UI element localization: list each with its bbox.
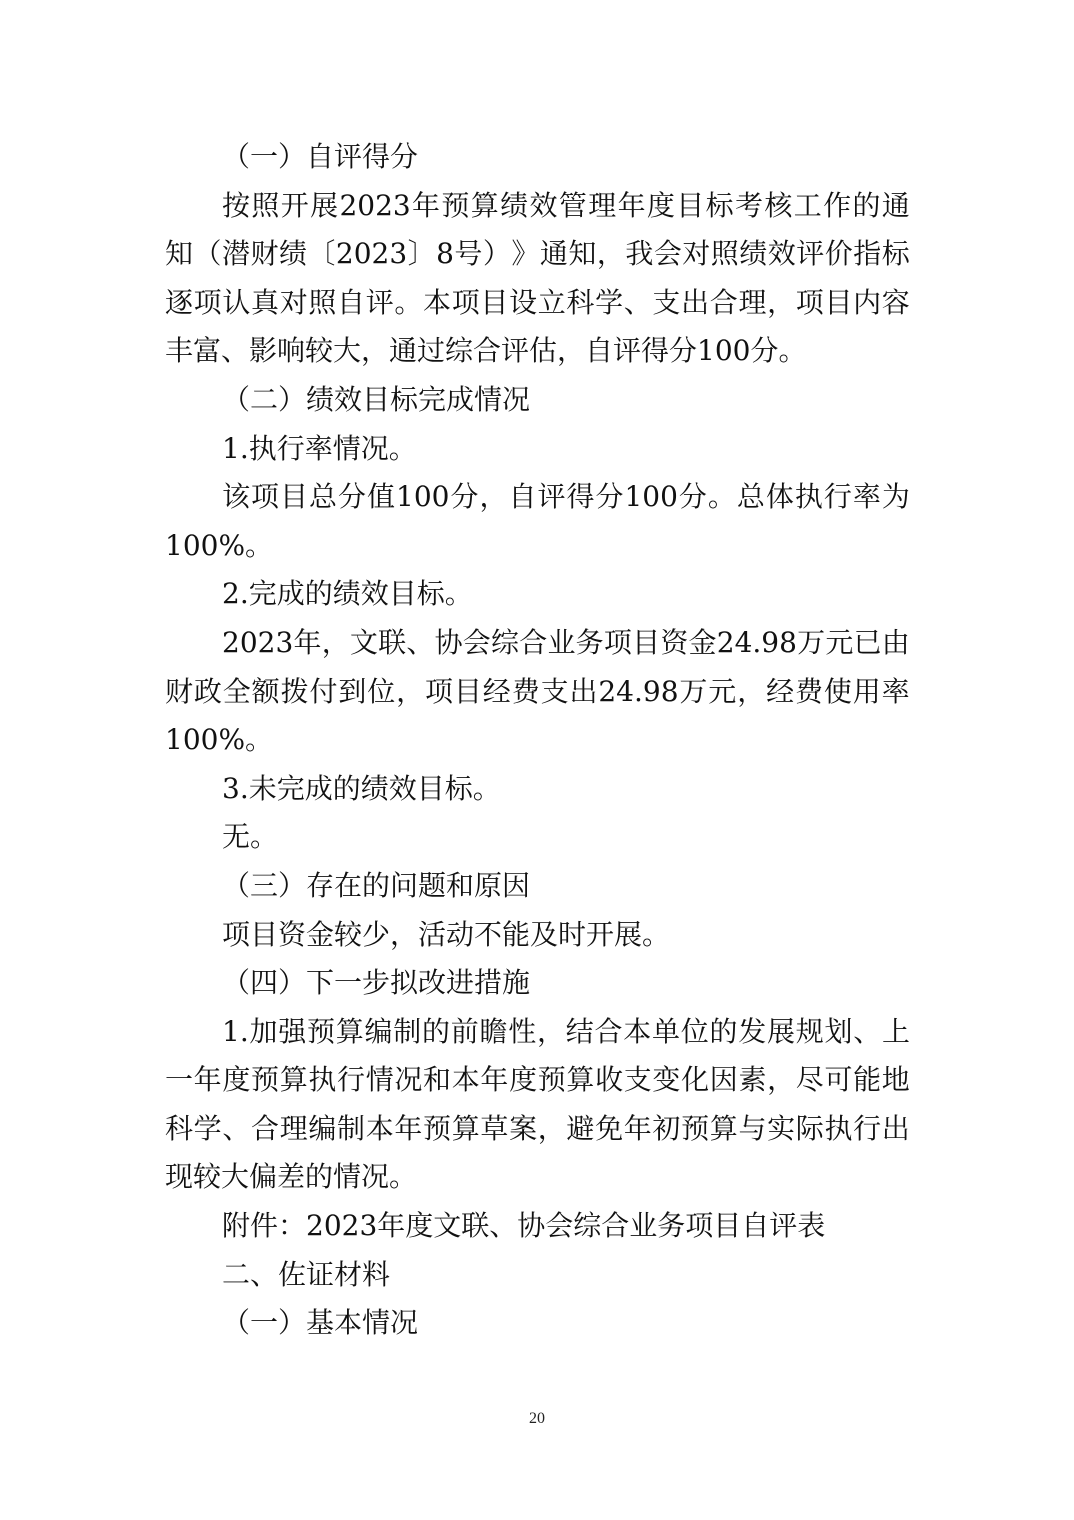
- text-line: 该 项 目 总 分 值 100 分 ， 自 评 得 分 100 分 。 总 体 执 行 率 为: [222, 480, 910, 514]
- page-number: 20: [529, 1410, 545, 1427]
- text-line: 按 照 开 展 2023 年 预 算 绩 效 管 理 年 度 目 标 考 核 工 作 的 通: [222, 188, 910, 222]
- text-line: 100%。: [165, 528, 274, 562]
- text-line: 科 学 、 合 理 编 制 本 年 预 算 草 案 ， 避 免 年 初 预 算 与 实 际 执 行 出: [165, 1111, 910, 1145]
- text-line: 一 年 度 预 算 执 行 情 况 和 本 年 度 预 算 收 支 变 化 因 素 ， 尽 可 能 地: [165, 1063, 910, 1097]
- text-line: 2023 年 ， 文 联 、 协 会 综 合 业 务 项 目 资 金 24.98 万 元 已 由: [222, 625, 910, 659]
- text-line: 二、佐证材料: [222, 1257, 391, 1291]
- text-line: 附件：2023年度文联、协会综合业务项目自评表: [222, 1209, 826, 1243]
- text-line: （四）下一步拟改进措施: [222, 966, 531, 1000]
- text-line: 知 （ 潜 财 绩 〔 2023 〕 8 号 ） 》 通 知 ， 我 会 对 照 绩 效 评 价 指 标: [165, 237, 910, 271]
- text-line: 100%。: [165, 723, 274, 757]
- text-line: 财 政 全 额 拨 付 到 位 ， 项 目 经 费 支 出 24.98 万 元 ， 经 费 使 用 率: [165, 674, 910, 708]
- document-body: [165, 133, 910, 1348]
- text-line: （二）绩效目标完成情况: [222, 382, 531, 416]
- text-line: （三）存在的问题和原因: [222, 868, 531, 902]
- text-line: 丰富、影响较大，通过综合评估，自评得分100分。: [165, 334, 807, 368]
- text-line: 3.未完成的绩效目标。: [222, 771, 501, 805]
- text-line: 无。: [222, 820, 279, 854]
- text-line: 2.完成的绩效目标。: [222, 577, 473, 611]
- text-line: （一）自评得分: [222, 140, 419, 173]
- text-line: （一）基本情况: [222, 1306, 419, 1340]
- text-line: 逐 项 认 真 对 照 自 评 。 本 项 目 设 立 科 学 、 支 出 合 理 ， 项 目 内 容: [165, 285, 910, 319]
- text-line: 现较大偏差的情况。: [165, 1160, 418, 1194]
- text-line: 1.执行率情况。: [222, 431, 417, 465]
- text-line: 项目资金较少，活动不能及时开展。: [222, 917, 671, 951]
- text-line: 1. 加 强 预 算 编 制 的 前 瞻 性 ， 结 合 本 单 位 的 发 展 规 划 、 上: [222, 1014, 910, 1048]
